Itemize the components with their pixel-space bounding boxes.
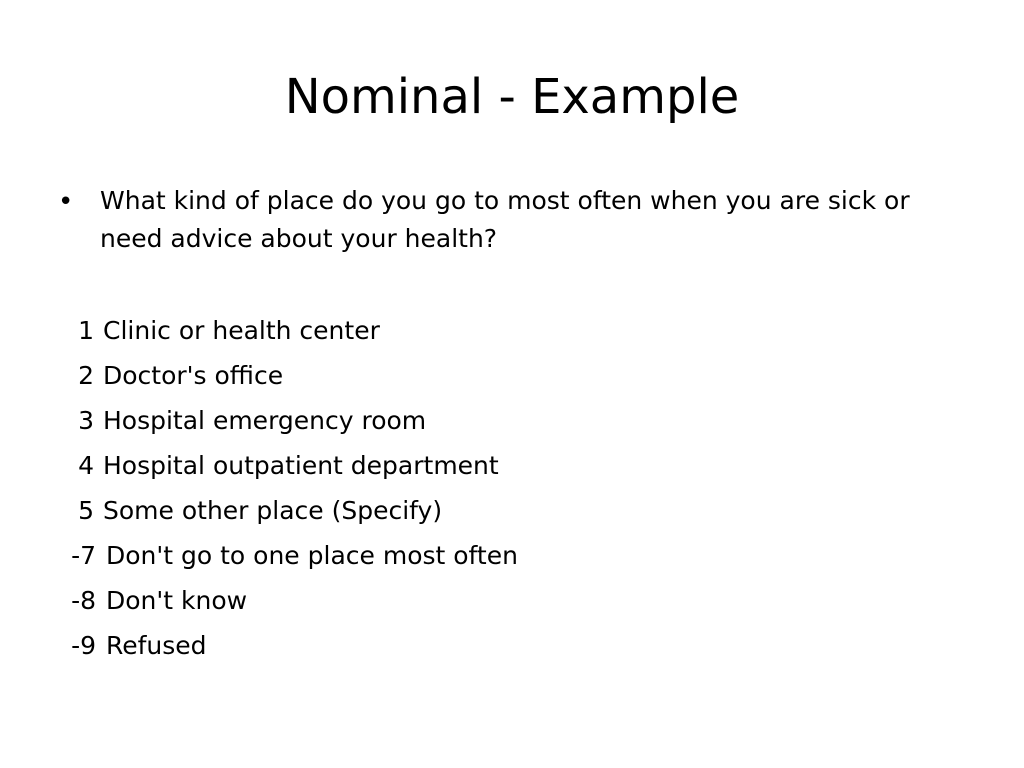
answer-options-list	[60, 308, 760, 668]
option-label: Clinic or health center	[103, 316, 380, 345]
option-label: Some other place (Specify)	[103, 496, 443, 525]
answer-option	[60, 398, 760, 443]
option-label: Doctor's office	[103, 361, 284, 390]
bullet-icon: •	[58, 187, 74, 217]
option-code: 3	[78, 406, 94, 435]
answer-option	[60, 353, 760, 398]
option-label: Hospital emergency room	[103, 406, 427, 435]
option-label: Refused	[106, 631, 207, 660]
option-code: 4	[78, 451, 94, 480]
question-text: What kind of place do you go to most often when you are sick or need advice about your health?	[100, 186, 910, 253]
answer-option	[60, 623, 760, 668]
answer-option	[60, 308, 760, 353]
option-label: Don't know	[106, 586, 248, 615]
option-label: Hospital outpatient department	[103, 451, 499, 480]
option-code: 1	[78, 316, 94, 345]
answer-option	[60, 533, 760, 578]
option-code: 5	[78, 496, 94, 525]
option-label: Don't go to one place most often	[106, 541, 518, 570]
option-code: -7	[71, 541, 96, 570]
answer-option	[60, 443, 760, 488]
option-code: 2	[78, 361, 94, 390]
option-code: -9	[71, 631, 96, 660]
answer-option	[60, 578, 760, 623]
option-code: -8	[71, 586, 96, 615]
answer-option	[60, 488, 760, 533]
slide-title: Nominal - Example	[284, 69, 740, 125]
